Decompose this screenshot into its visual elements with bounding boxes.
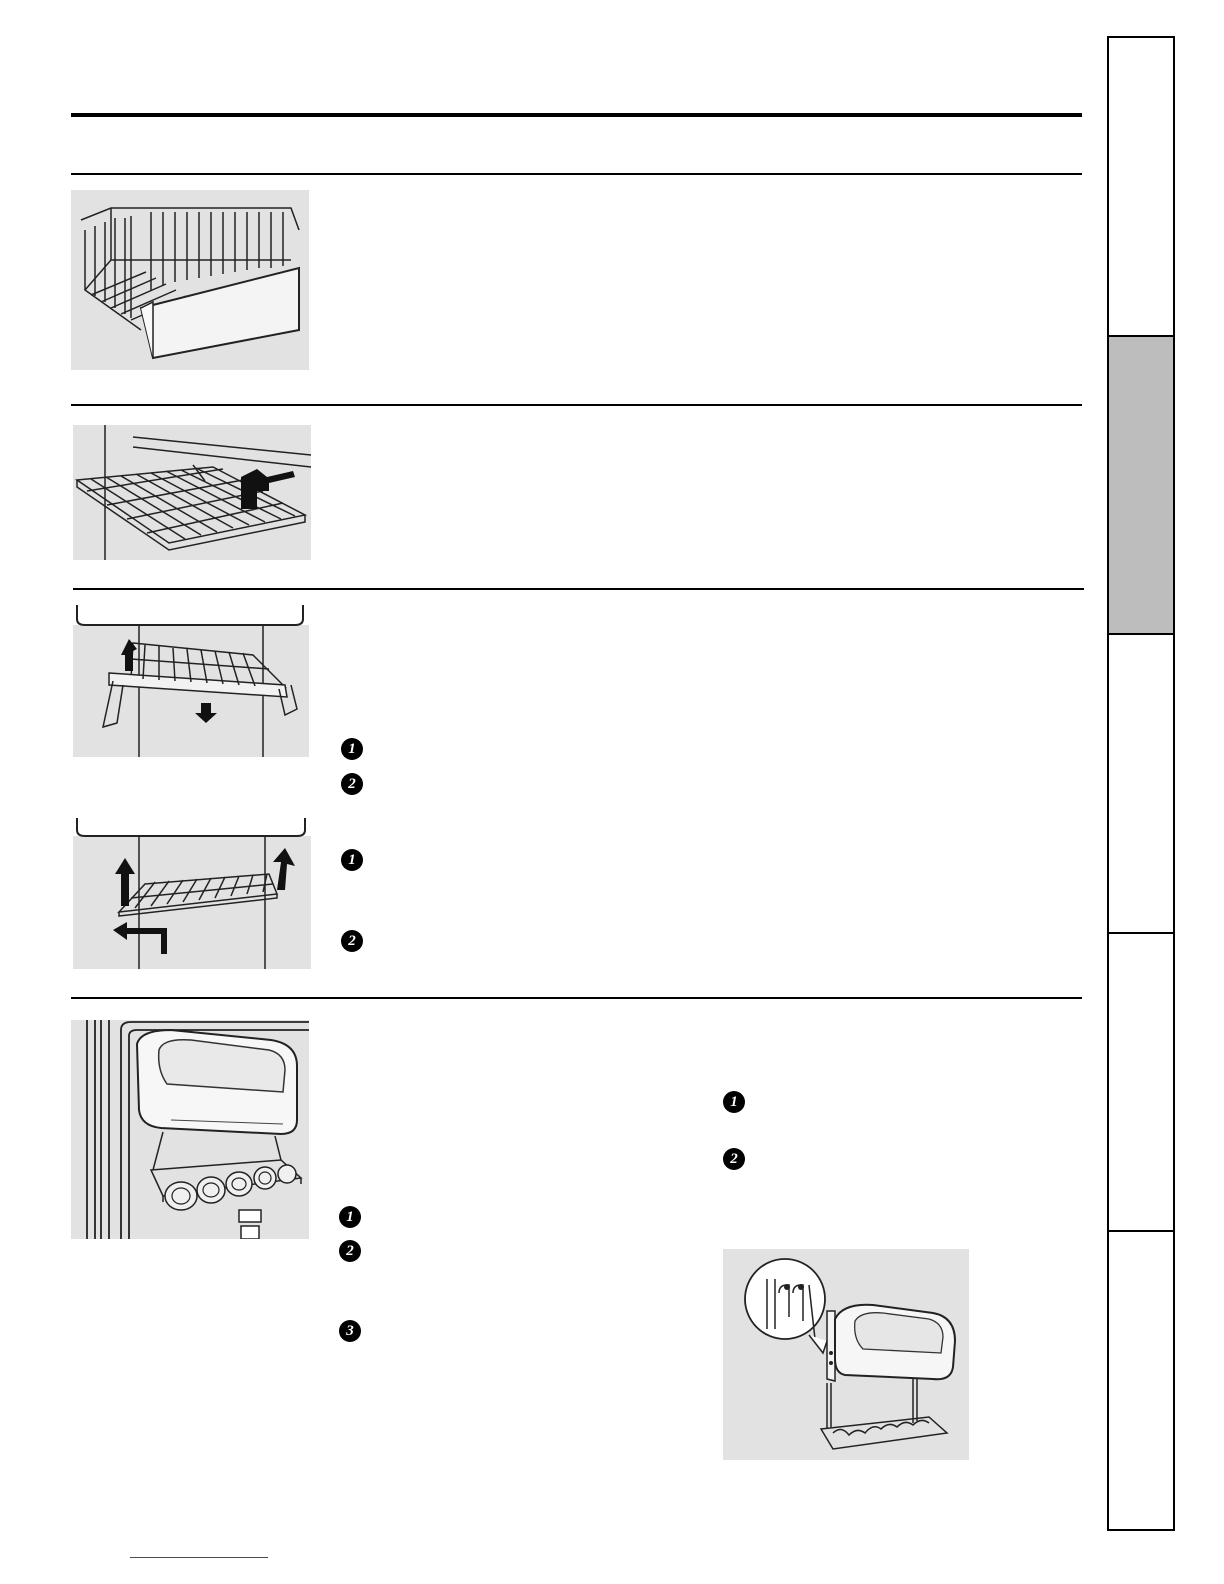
step-marker: 3 [339, 1320, 361, 1342]
step-marker: 1 [341, 849, 363, 871]
section-rule [71, 173, 1082, 175]
section-tab-active[interactable] [1109, 337, 1173, 636]
shelf-removal-back-figure [73, 818, 311, 969]
step-marker: 2 [341, 930, 363, 952]
section-tab[interactable] [1109, 934, 1173, 1233]
step-marker: 1 [341, 738, 363, 760]
step-marker: 2 [723, 1148, 745, 1170]
section-rule [71, 997, 1082, 999]
section-rule [73, 588, 1084, 590]
can-rack-mounting-detail-icon [723, 1249, 969, 1460]
basket-figure [71, 190, 309, 370]
step-marker: 2 [341, 773, 363, 795]
can-rack-figure [71, 1020, 309, 1239]
door-bin-can-rack-icon [71, 1020, 309, 1239]
step-marker: 1 [339, 1206, 361, 1228]
wire-shelf-lift-remove-icon [73, 818, 311, 969]
section-tab[interactable] [1109, 635, 1173, 934]
header-rule-thick [71, 113, 1082, 117]
section-rule [71, 404, 1082, 406]
footer-link-underline[interactable] [130, 1557, 268, 1558]
step-marker: 2 [339, 1240, 361, 1262]
shelf-slide-figure [73, 425, 311, 560]
section-tab[interactable] [1109, 38, 1173, 337]
step-marker: 1 [723, 1091, 745, 1113]
wire-shelf-slide-out-icon [73, 425, 311, 560]
can-rack-mount-figure [723, 1249, 969, 1460]
section-tabs [1107, 36, 1175, 1531]
wire-shelf-tilt-remove-icon [73, 605, 309, 757]
shelf-removal-front-figure [73, 605, 309, 757]
section-tab[interactable] [1109, 1232, 1173, 1529]
wire-basket-drawer-icon [71, 190, 309, 370]
